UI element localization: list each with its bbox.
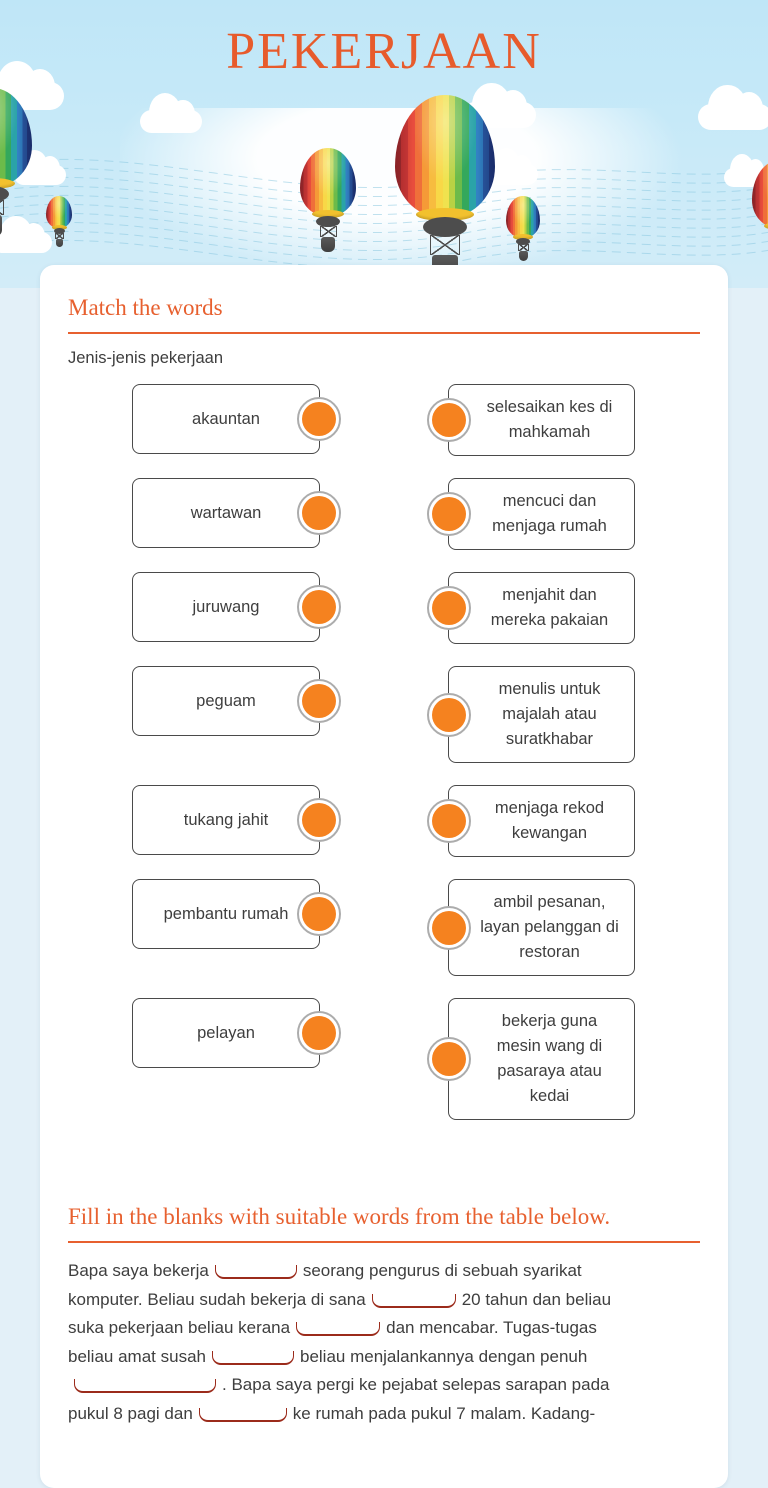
- match-row: [68, 384, 700, 456]
- match-term-label: pembantu rumah: [163, 904, 289, 923]
- match-definition-label: ambil pesanan, layan pelanggan di restoran: [480, 893, 619, 961]
- match-connector-core: [432, 911, 466, 945]
- match-definition-box: [448, 666, 635, 763]
- hot-air-balloon-icon: [0, 88, 32, 236]
- fill-text: seorang pengurus di sebuah syarikat: [302, 1261, 582, 1280]
- fill-text: beliau amat susah: [68, 1346, 206, 1366]
- match-connector-core: [302, 496, 336, 530]
- match-term-box: [132, 879, 320, 949]
- match-connector-core: [302, 402, 336, 436]
- fill-in-the-blanks-section: [68, 1204, 700, 1428]
- match-connector-core: [302, 1016, 336, 1050]
- match-connector-icon[interactable]: [297, 491, 341, 535]
- match-connector-core: [432, 1042, 466, 1076]
- match-term-box: [132, 384, 320, 454]
- wavy-lines-decoration: [0, 128, 768, 288]
- fill-paragraph-line: [68, 1371, 700, 1400]
- match-connector-icon[interactable]: [297, 585, 341, 629]
- match-definition-label: menulis untuk majalah atau suratkhabar: [498, 680, 601, 748]
- match-definition-box: [448, 384, 635, 456]
- match-row: [68, 666, 700, 763]
- match-definition-box: [448, 572, 635, 644]
- header-banner: [0, 0, 768, 288]
- match-connector-core: [302, 897, 336, 931]
- match-term-label: juruwang: [192, 597, 260, 616]
- match-connector-icon[interactable]: [427, 799, 471, 843]
- match-connector-core: [432, 698, 466, 732]
- fill-paragraph: [68, 1257, 700, 1428]
- match-connector-icon[interactable]: [297, 679, 341, 723]
- match-connector-icon[interactable]: [297, 1011, 341, 1055]
- match-connector-icon[interactable]: [427, 492, 471, 536]
- match-term-box: [132, 572, 320, 642]
- match-definition-label: bekerja guna mesin wang di pasaraya atau kedai: [496, 1012, 603, 1105]
- match-term-label: akauntan: [192, 409, 260, 428]
- fill-section-heading: Fill in the blanks with suitable words from the table below.: [68, 1204, 611, 1229]
- match-connector-core: [302, 803, 336, 837]
- match-definition-label: menjaga rekod kewangan: [494, 799, 605, 842]
- hot-air-balloon-icon: [395, 95, 495, 282]
- fill-paragraph-line: [68, 1343, 700, 1372]
- match-row: [68, 998, 700, 1120]
- fill-paragraph-line: [68, 1286, 700, 1315]
- match-term-box: [132, 478, 320, 548]
- fill-text: ke rumah pada pukul 7 malam. Kadang-: [292, 1403, 596, 1423]
- match-term-box: [132, 785, 320, 855]
- fill-blank-input[interactable]: [296, 1322, 380, 1336]
- match-connector-icon[interactable]: [297, 892, 341, 936]
- fill-text: komputer. Beliau sudah bekerja di sana: [68, 1289, 366, 1309]
- match-term-box: [132, 998, 320, 1068]
- hot-air-balloon-icon: [46, 196, 72, 247]
- cloud-icon: [698, 104, 768, 130]
- worksheet-card: [40, 265, 728, 1488]
- match-term-box: [132, 666, 320, 736]
- match-connector-core: [432, 403, 466, 437]
- match-connector-icon[interactable]: [427, 693, 471, 737]
- match-connector-core: [302, 590, 336, 624]
- match-rows: [68, 384, 700, 1120]
- fill-text: suka pekerjaan beliau kerana: [68, 1318, 291, 1337]
- match-definition-box: [448, 998, 635, 1120]
- fill-blank-input[interactable]: [215, 1265, 297, 1279]
- match-definition-box: [448, 879, 635, 976]
- fill-blank-input[interactable]: [199, 1408, 287, 1422]
- match-definition-label: mencuci dan menjaga rumah: [492, 492, 607, 535]
- worksheet-title: PEKERJAAN: [226, 23, 542, 80]
- fill-blank-input[interactable]: [74, 1379, 216, 1393]
- match-definition-label: selesaikan kes di mahkamah: [486, 398, 613, 441]
- fill-text: . Bapa saya pergi ke pejabat selepas sarapan pada: [222, 1375, 610, 1394]
- match-the-words-section: [68, 295, 700, 1120]
- match-connector-icon[interactable]: [427, 1037, 471, 1081]
- fill-text: pukul 8 pagi dan: [68, 1403, 193, 1423]
- match-connector-icon[interactable]: [427, 906, 471, 950]
- fill-text: Bapa saya bekerja: [68, 1261, 209, 1280]
- hot-air-balloon-icon: [506, 196, 540, 261]
- match-connector-core: [302, 684, 336, 718]
- fill-paragraph-line: [68, 1314, 700, 1343]
- match-connector-icon[interactable]: [297, 798, 341, 842]
- match-connector-core: [432, 497, 466, 531]
- fill-paragraph-line: [68, 1400, 700, 1429]
- match-connector-icon[interactable]: [297, 397, 341, 441]
- match-term-label: tukang jahit: [183, 810, 269, 829]
- fill-paragraph-line: [68, 1257, 700, 1286]
- fill-text: dan mencabar. Tugas-tugas: [386, 1318, 597, 1337]
- match-connector-icon[interactable]: [427, 398, 471, 442]
- section-divider: [68, 332, 700, 334]
- section-divider: [68, 1241, 700, 1243]
- match-definition-box: [448, 478, 635, 550]
- match-definition-box: [448, 785, 635, 857]
- match-term-label: wartawan: [190, 503, 262, 522]
- cloud-icon: [140, 110, 202, 133]
- match-row: [68, 785, 700, 857]
- match-connector-icon[interactable]: [427, 586, 471, 630]
- match-row: [68, 879, 700, 976]
- hot-air-balloon-icon: [752, 160, 768, 264]
- match-term-label: peguam: [196, 691, 256, 710]
- match-term-label: pelayan: [197, 1023, 255, 1042]
- fill-blank-input[interactable]: [372, 1294, 456, 1308]
- match-definition-label: menjahit dan mereka pakaian: [490, 586, 609, 629]
- fill-text: 20 tahun dan beliau: [461, 1289, 612, 1309]
- match-section-heading: Match the words: [68, 295, 223, 320]
- match-instruction: Jenis-jenis pekerjaan: [68, 349, 224, 367]
- fill-blank-input[interactable]: [212, 1351, 294, 1365]
- hot-air-balloon-icon: [300, 148, 356, 252]
- match-connector-core: [432, 804, 466, 838]
- fill-text: beliau menjalankannya dengan penuh: [299, 1346, 588, 1366]
- match-connector-core: [432, 591, 466, 625]
- match-row: [68, 478, 700, 550]
- match-row: [68, 572, 700, 644]
